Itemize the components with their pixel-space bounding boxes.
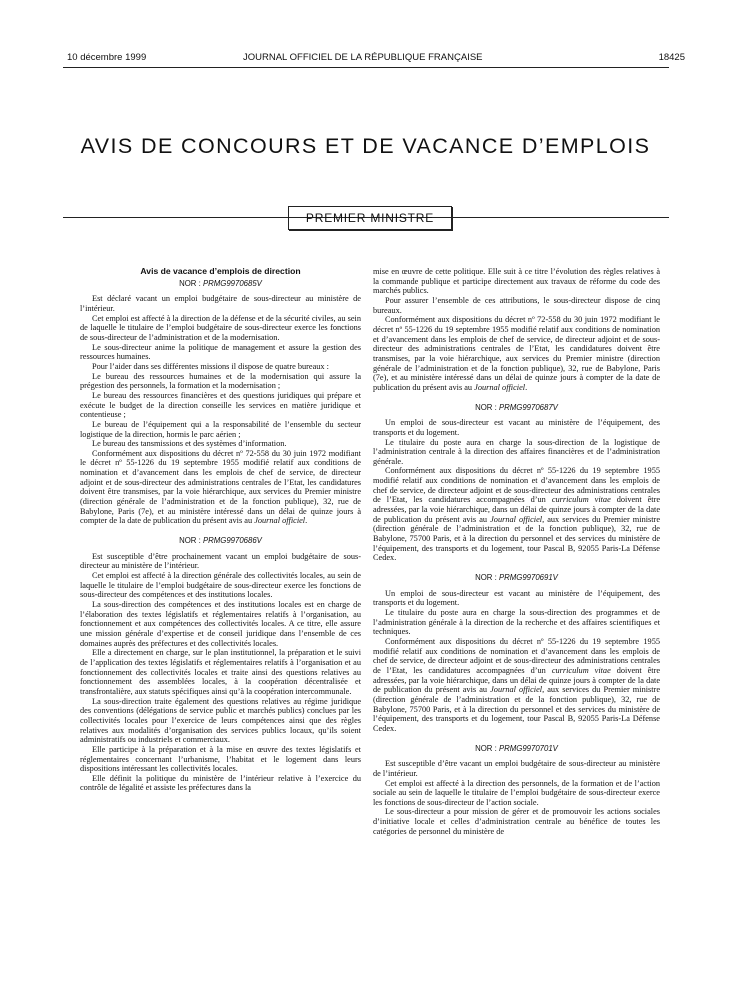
header-journal-title: JOURNAL OFFICIEL DE LA RÉPUBLIQUE FRANÇAISE — [243, 52, 483, 63]
running-header — [0, 52, 731, 66]
paragraph: Un emploi de sous-directeur est vacant au ministère de l’équipement, des transports et du logement. — [373, 588, 660, 608]
paragraph: Le sous-directeur anime la politique de management et assure la gestion des ressources humaines. — [80, 342, 361, 362]
notice-title: Avis de vacance d’emplois de direction — [140, 266, 301, 276]
paragraph: Est déclaré vacant un emploi budgétaire de sous-directeur au ministère de l’intérieur. — [80, 294, 361, 313]
paragraph: Est susceptible d’être vacant un emploi budgétaire de sous-directeur au ministère de l’intérieur. — [373, 759, 660, 778]
header-rule — [63, 67, 669, 68]
paragraph: La sous-direction des compétences et des institutions locales est en charge de l’élaboration des textes législatifs et réglementaires relatifs à l’organisation, au fonctionnement et aux compétences des collectivités locales. A ce titre, elle assure une mission générale d’expertise et de conseil juridique dans l’ensemble de ces domaines auprès des préfectures et des collectivités locales. — [80, 600, 361, 648]
nor-reference: NOR : PRMG9970691V — [475, 573, 558, 583]
paragraph: Est susceptible d’être prochainement vacant un emploi budgétaire de sous-directeur au ministère de l’intérieur. — [80, 551, 361, 571]
paragraph: mise en œuvre de cette politique. Elle suit à ce titre l’évolution des règles relatives à la commande publique et participe directement aux travaux de réforme du code des marchés publics. — [373, 267, 660, 296]
right-column — [373, 267, 660, 836]
paragraph: Cet emploi est affecté à la direction de la défense et de la sécurité civiles, au sein de laquelle le titulaire de l’emploi budgétaire de sous-directeur exerce les fonctions de sous-directeur de l’administration et de la modernisation. — [80, 313, 361, 342]
paragraph: Le bureau des ressources financières et des questions juridiques qui prépare et exécute le budget de la direction conseille les services en matière juridique et contentieuse ; — [80, 390, 361, 420]
paragraph: Le titulaire du poste aura en charge la sous-direction de la logistique de l’administration centrale à la direction des affaires financières et de l’administration générale. — [373, 437, 660, 466]
paragraph: Elle participe à la préparation et à la mise en œuvre des textes législatifs et réglementaires concernant l’urbanisme, l’habitat et le logement dans leurs dispositions intéressant les collectivités locales. — [80, 744, 361, 774]
header-date: 10 décembre 1999 — [67, 52, 147, 63]
section-heading: PREMIER MINISTRE — [305, 211, 435, 225]
paragraph: Elle définit la politique du ministère de l’intérieur relative à l’exercice du contrôle de légalité et assiste les préfectures dans la — [80, 773, 361, 793]
paragraph: Le bureau des tansmissions et des systèmes d’information. — [92, 439, 287, 449]
paragraph: Conformément aux dispositions du décret nº 55-1226 du 19 septembre 1955 modifié relatif aux conditions de nomination et d’avancement dans les emplois de chef de service, de directeur adjoint et de sous-directeur des administrations centrales de l’Etat, les candidatures accompagnées d’un curriculum vitae doivent être adressées, par la voie hiérarchique, dans un délai de quinze jours à compter de la date de publication du présent avis au Journal officiel, aux services du Premier ministre (direction générale de l’administration et de la fonction publique), 32, rue de Babylone, 75700 Paris, et à la direction du personnel et des services du ministère de l’équipement, des transports et du logement, tour Pascal B, 92055 Paris-La Défense Cedex. — [373, 636, 661, 733]
paragraph: Conformément aux dispositions du décret nº 72-558 du 30 juin 1972 modifiant le décret nº 55-1226 du 19 septembre 1955 modifié relatif aux conditions de nomination et d’avancement dans les emplois de chef de service, de directeur adjoint et de sous-directeur des administrations centrales de l’Etat, les candidatures doivent être transmises, par la voie hiérarchique, aux services du Premier ministre (direction générale de l’administration et de la fonction publique), 32, rue de Babylone, Paris (7e), et au ministère intéressé dans un délai de quinze jours à compter de la date de publication du présent avis au Journal officiel. — [80, 448, 361, 526]
paragraph: Un emploi de sous-directeur est vacant au ministère de l’équipement, des transports et du logement. — [373, 418, 660, 437]
paragraph: Cet emploi est affecté à la direction des personnels, de la formation et de l’action sociale au sein de laquelle le titulaire de l’emploi budgétaire de sous-directeur exerce les fonctions de sous-directeur de l’action sociale. — [373, 778, 660, 807]
nor-reference: NOR : PRMG9970687V — [475, 402, 558, 412]
paragraph: Le titulaire du poste aura en charge la sous-direction des programmes et de l’administration générale à la direction de la recherche et des affaires scientifiques et techniques. — [373, 608, 660, 637]
paragraph: Cet emploi est affecté à la direction générale des collectivités locales, au sein de laquelle le titulaire de l’emploi budgétaire de sous-directeur exerce les fonctions de sous-directeur des compétences et des institutions locales. — [80, 571, 361, 600]
paragraph: La sous-direction traite également des questions relatives au régime juridique des conventions (délégations de service public et marchés publics) conclues par les collectivités locales pour l’exercice de leurs compétences ainsi que des règles relatives aux modalités d’organisation des services publics locaux, qu’ils soient administratifs ou industriels et commerciaux. — [80, 696, 361, 745]
paragraph: Pour assurer l’ensemble de ces attributions, le sous-directeur dispose de cinq bureaux. — [373, 295, 660, 315]
paragraph: Conformément aux dispositions du décret nº 55-1226 du 19 septembre 1955 modifié relatif aux conditions de nomination et d’avancement dans les emplois de chef de service, de directeur adjoint et de sous-directeur des administrations centrales de l’Etat, les candidatures accompagnées d’un curriculum vitae doivent être adressées, par la voie hiérarchique, dans un délai de quinze jours à compter de la date de publication du présent avis au Journal officiel, aux services du Premier ministre (direction générale de l’administration et de la fonction publique), 32, rue de Babylone, 75700 Paris, et à la direction du personnel et des services du ministère de l’équipement, des transports et du logement, tour Pascal B, 92055 Paris-La Défense Cedex. — [373, 466, 661, 563]
paragraph: Le bureau de l’équipement qui a la responsabilité de l’ensemble du secteur logistique de la direction, hormis le parc aérien ; — [80, 419, 361, 439]
header-page-number: 18425 — [658, 52, 685, 63]
nor-reference: NOR : PRMG9970701V — [475, 743, 558, 753]
nor-reference: NOR : PRMG9970686V — [179, 536, 262, 546]
paragraph: Le sous-directeur a pour mission de gérer et de promouvoir les actions sociales d’initiative locale et celles d’administration centrale au bénéfice de toutes les catégories de personnel du ministère de — [373, 807, 660, 836]
left-column — [80, 267, 361, 793]
paragraph: Elle a directement en charge, sur le plan institutionnel, la préparation et le suivi de l’application des textes législatifs et réglementaires relatifs à l’organisation et au fonctionnement des collectivités locales et traite ainsi des questions relatives au fonctionnement des assemblées locales, à la coopération décentralisée et transfrontalière, aux statuts spécifiques ainsi qu’à la coopération intercommunale. — [80, 648, 361, 696]
paragraph: Le bureau des ressources humaines et de la modernisation qui assure la prégestion des personnels, la formation et la modernisation ; — [80, 371, 361, 391]
page-title: AVIS DE CONCOURS ET DE VACANCE D’EMPLOIS — [80, 134, 651, 158]
paragraph: Conformément aux dispositions du décret nº 72-558 du 30 juin 1972 modifiant le décret nº 55-1226 du 19 septembre 1955 modifié relatif aux conditions de nomination et d’avancement dans les emplois de chef de service, de directeur adjoint et de sous-directeur des administrations centrales de l’Etat, les candidatures doivent être transmises, par la voie hiérarchique, aux services du Premier ministre (direction générale de l’administration et de la fonction publique), 32, rue de Babylone, Paris (7e), et au ministère intéressé dans un délai de quinze jours à compter de la date de publication du présent avis au Journal officiel. — [373, 315, 660, 392]
section-heading-box — [288, 206, 452, 230]
paragraph: Pour l’aider dans ses différentes missions il dispose de quatre bureaux : — [92, 361, 329, 371]
nor-reference: NOR : PRMG9970685V — [179, 278, 262, 288]
